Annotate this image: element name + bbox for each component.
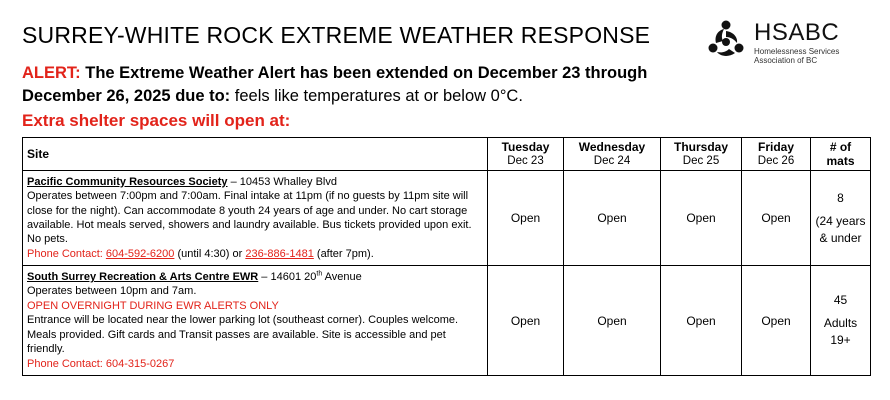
phone-label: Phone Contact: [27, 247, 106, 260]
day-header-friday: Friday Dec 26 [742, 138, 811, 171]
status-cell: Open [742, 171, 811, 266]
mats-note: 19+ [830, 333, 851, 347]
mats-cell [811, 171, 871, 266]
site-name: South Surrey Recreation & Arts Centre EWR [27, 271, 259, 284]
site-description: Operates between 7:00pm and 7:00am. Final intake at 11pm (if no guests by 11pm site will close for the night). Can accommodate 8 youth 24 years of age and under. No cart storage available. Hot meals served, showers and laundry available. Bus tickets provided upon exit. No pets. [27, 190, 472, 246]
alert-label: ALERT: [22, 64, 81, 82]
hsabc-logo-icon [704, 18, 748, 62]
site-cell [23, 171, 488, 266]
status-cell: Open [488, 171, 564, 266]
phone-note: (until 4:30) or [174, 247, 246, 260]
site-hours: Operates between 10pm and 7am. [27, 285, 197, 298]
site-description: Entrance will be located near the lower parking lot (southeast corner). Couples welcome. Meals provided. Gift cards and Transit passes are available. Site is accessible and pet friendly. [27, 314, 459, 356]
mats-count: 8 [837, 190, 844, 205]
day-header-wednesday: Wednesday Dec 24 [564, 138, 661, 171]
mats-note: (24 years [815, 213, 866, 228]
page-title: SURREY-WHITE ROCK EXTREME WEATHER RESPONSE [22, 22, 651, 48]
phone-link[interactable]: 604-592-6200 [105, 247, 175, 260]
site-name: Pacific Community Resources Society [27, 175, 228, 188]
status-cell: Open [488, 266, 564, 376]
phone-link[interactable]: 236-886-1481 [245, 247, 314, 260]
site-cell: South Surrey Recreation & Arts Centre EWR – 14601 20th Avenue Operates between 10pm and 7am. OPEN OVERNIGHT DURING EWR ALERTS ONLY Entrance will be located near the lower parking lot (southeast corner). Couples welcome. Meals provided. Gift cards and Transit passes are available. Site is accessible and pet friendly. Phone Contact: 604-315-0267 [23, 266, 488, 376]
shelter-schedule-table [22, 137, 871, 376]
alert-message [22, 62, 682, 108]
site-column-header: Site [23, 138, 488, 171]
mats-count: 45 [833, 293, 848, 307]
site-address: – 14601 20 [258, 271, 317, 284]
mats-note: Adults [823, 316, 858, 330]
status-cell: Open [661, 171, 742, 266]
mats-column-header: # of mats [811, 138, 871, 171]
logo-brand: HSABC [754, 19, 840, 46]
mats-note: & under [819, 230, 862, 245]
table-row [23, 266, 871, 376]
alert-text: The Extreme Weather Alert has been extended on December 23 through December 26, 2025 due to: [22, 64, 648, 105]
hsabc-logo [704, 18, 874, 68]
day-header-tuesday: Tuesday Dec 23 [488, 138, 564, 171]
phone-note: (after 7pm). [313, 247, 374, 260]
status-cell: Open [661, 266, 742, 376]
phone-contact: Phone Contact: 604-315-0267 [27, 357, 175, 370]
mats-cell [811, 266, 871, 376]
table-header-row [23, 138, 871, 171]
table-row [23, 171, 871, 266]
status-cell: Open [742, 266, 811, 376]
site-address: – 10453 Whalley Blvd [227, 175, 337, 188]
day-header-thursday: Thursday Dec 25 [661, 138, 742, 171]
extra-shelter-heading: Extra shelter spaces will open at: [22, 111, 291, 130]
alert-reason: feels like temperatures at or below 0°C. [230, 87, 523, 105]
logo-subtitle: Homelessness Services Association of BC [754, 47, 840, 65]
status-cell: Open [564, 171, 661, 266]
site-notice: OPEN OVERNIGHT DURING EWR ALERTS ONLY [27, 299, 279, 312]
status-cell: Open [564, 266, 661, 376]
